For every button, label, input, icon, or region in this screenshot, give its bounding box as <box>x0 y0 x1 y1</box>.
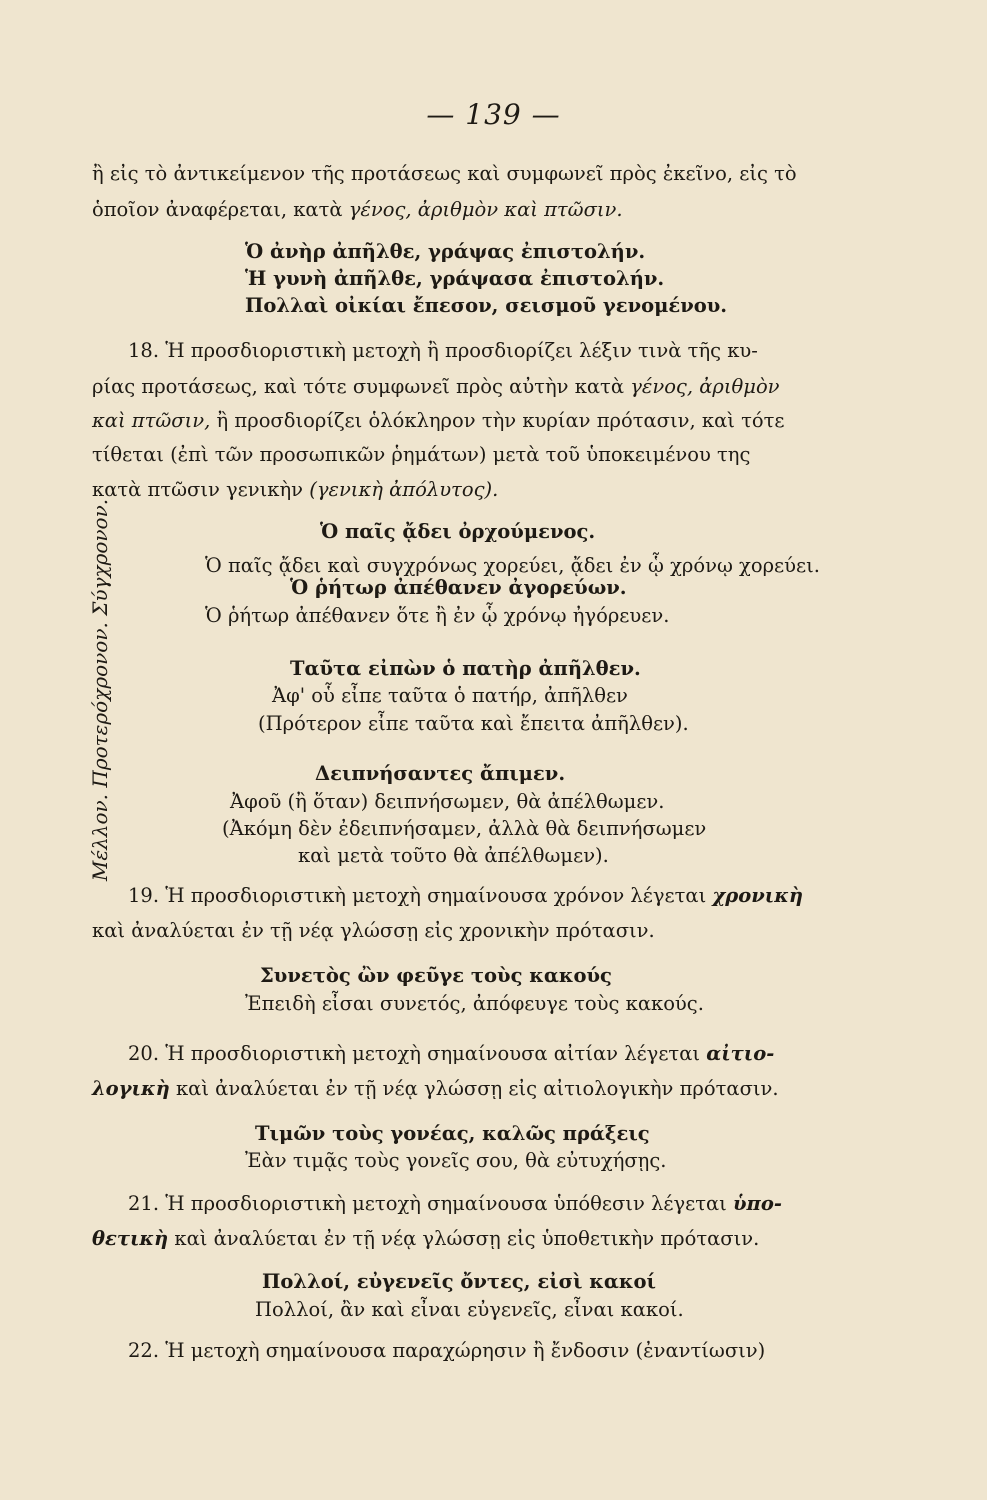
example-1-line-3: Πολλαὶ οἰκίαι ἔπεσον, σεισμοῦ γενομένου. <box>245 294 728 317</box>
side-label-text: Μέλλον. Προτερόχρονον. Σύγχρονον. <box>88 498 112 882</box>
example-2-line-3: Ὁ ῥήτωρ ἀπέθανεν ἀγορεύων. <box>290 576 627 599</box>
example-2-line-10: (Ἀκόμη δὲν ἐδειπνήσαμεν, ἀλλὰ θὰ δειπνήσωμεν <box>222 817 707 840</box>
section-19-line-1-text: 19. Ἡ προσδιοριστικὴ μετοχὴ σημαίνουσα χρόνον λέγεται <box>128 884 713 907</box>
example-2-line-5: Ταῦτα εἰπὼν ὁ πατὴρ ἀπῆλθεν. <box>290 657 641 680</box>
section-18-line-5-text: κατὰ πτῶσιν γενικὴν <box>92 478 310 501</box>
intro-line-2 <box>92 196 623 224</box>
example-2-line-2: Ὁ παῖς ᾄδει καὶ συγχρόνως χορεύει, ᾄδει ἐν ᾧ χρόνῳ χορεύει. <box>205 554 820 577</box>
section-21-line-1-text: 21. Ἡ προσδιοριστικὴ μετοχὴ σημαίνουσα ὑπόθεσιν λέγεται <box>128 1192 734 1215</box>
example-2-line-8: Δειπνήσαντες ἄπιμεν. <box>315 762 566 785</box>
example-1-line-2: Ἡ γυνὴ ἀπῆλθε, γράψασα ἐπιστολήν. <box>245 267 665 290</box>
intro-line-2-italic: γένος, ἀριθμὸν καὶ πτῶσιν. <box>348 198 623 221</box>
section-21-line-2-text: καὶ ἀναλύεται ἐν τῇ νέᾳ γλώσσῃ εἰς ὑποθετικὴν πρότασιν. <box>168 1227 760 1250</box>
section-18-line-2-italic: γένος, ἀριθμὸν <box>630 375 780 398</box>
section-21-example-plain: Πολλοί, ἂν καὶ εἶναι εὐγενεῖς, εἶναι κακοί. <box>255 1298 684 1321</box>
section-20-line-1 <box>128 1040 774 1068</box>
section-18-line-2-text: ρίας προτάσεως, καὶ τότε συμφωνεῖ πρὸς αὐτὴν κατὰ <box>92 375 631 398</box>
section-18-line-3-text: ἢ προσδιορίζει ὁλόκληρον τὴν κυρίαν πρότασιν, καὶ τότε <box>210 409 785 432</box>
section-22-line-1: 22. Ἡ μετοχὴ σημαίνουσα παραχώρησιν ἢ ἔνδοσιν (ἐναντίωσιν) <box>128 1339 766 1362</box>
section-18-line-4: τίθεται (ἐπὶ τῶν προσωπικῶν ῥημάτων) μετὰ τοῦ ὑποκειμένου της <box>92 443 751 466</box>
intro-line-2-text: ὁποῖον ἀναφέρεται, κατὰ <box>92 198 349 221</box>
section-18-line-2 <box>92 373 780 401</box>
section-20-line-2 <box>92 1075 779 1103</box>
section-21-line-2-italic: θετικὴ <box>92 1227 169 1250</box>
example-1-line-1: Ὁ ἀνὴρ ἀπῆλθε, γράψας ἐπιστολήν. <box>245 240 646 263</box>
section-20-line-2-italic: λογικὴ <box>92 1077 170 1100</box>
section-21-line-1-italic: ὑπο- <box>733 1192 782 1215</box>
example-2-line-7: (Πρότερον εἶπε ταῦτα καὶ ἔπειτα ἀπῆλθεν). <box>258 712 689 735</box>
section-20-example-plain: Ἐὰν τιμᾷς τοὺς γονεῖς σου, θὰ εὐτυχήσῃς. <box>245 1149 667 1172</box>
section-18-line-3-italic: καὶ πτῶσιν, <box>92 409 211 432</box>
section-20-line-2-text: καὶ ἀναλύεται ἐν τῇ νέᾳ γλώσσῃ εἰς αἰτιολογικὴν πρότασιν. <box>169 1077 779 1100</box>
section-18-line-3 <box>92 407 785 435</box>
section-19-line-1 <box>128 882 803 910</box>
intro-line-1: ἢ εἰς τὸ ἀντικείμενον τῆς προτάσεως καὶ συμφωνεῖ πρὸς ἐκεῖνο, εἰς τὸ <box>92 162 797 185</box>
section-20-example-bold: Τιμῶν τοὺς γονέας, καλῶς πράξεις <box>255 1122 650 1145</box>
example-2-line-6: Ἀφ' οὗ εἶπε ταῦτα ὁ πατήρ, ἀπῆλθεν <box>272 684 628 707</box>
example-2-line-11: καὶ μετὰ τοῦτο θὰ ἀπέλθωμεν). <box>298 844 609 867</box>
section-21-example-bold: Πολλοί, εὐγενεῖς ὄντες, εἰσὶ κακοί <box>262 1270 656 1293</box>
page-number: — 139 — <box>426 98 561 131</box>
example-2-line-9: Ἀφοῦ (ἢ ὅταν) δειπνήσωμεν, θὰ ἀπέλθωμεν. <box>230 790 665 813</box>
section-21-line-1 <box>128 1190 782 1218</box>
section-21-line-2 <box>92 1225 759 1253</box>
section-18-line-5-italic: (γενικὴ ἀπόλυτος). <box>309 478 499 501</box>
section-19-line-1-italic: χρονικὴ <box>712 884 803 907</box>
side-label <box>70 498 130 882</box>
section-19-example-plain: Ἐπειδὴ εἶσαι συνετός, ἀπόφευγε τοὺς κακούς. <box>245 992 704 1015</box>
section-18-line-1: 18. Ἡ προσδιοριστικὴ μετοχὴ ἢ προσδιορίζει λέξιν τινὰ τῆς κυ- <box>128 339 758 362</box>
section-18-line-5 <box>92 476 498 504</box>
example-2-line-1: Ὁ παῖς ᾄδει ὀρχούμενος. <box>320 520 596 543</box>
section-20-line-1-italic: αἰτιο- <box>706 1042 775 1065</box>
section-20-line-1-text: 20. Ἡ προσδιοριστικὴ μετοχὴ σημαίνουσα αἰτίαν λέγεται <box>128 1042 707 1065</box>
example-2-line-4: Ὁ ῥήτωρ ἀπέθανεν ὅτε ἢ ἐν ᾧ χρόνῳ ἠγόρευεν. <box>205 604 670 627</box>
section-19-line-2: καὶ ἀναλύεται ἐν τῇ νέᾳ γλώσσῃ εἰς χρονικὴν πρότασιν. <box>92 919 655 942</box>
section-19-example-bold: Συνετὸς ὢν φεῦγε τοὺς κακούς <box>260 964 612 987</box>
